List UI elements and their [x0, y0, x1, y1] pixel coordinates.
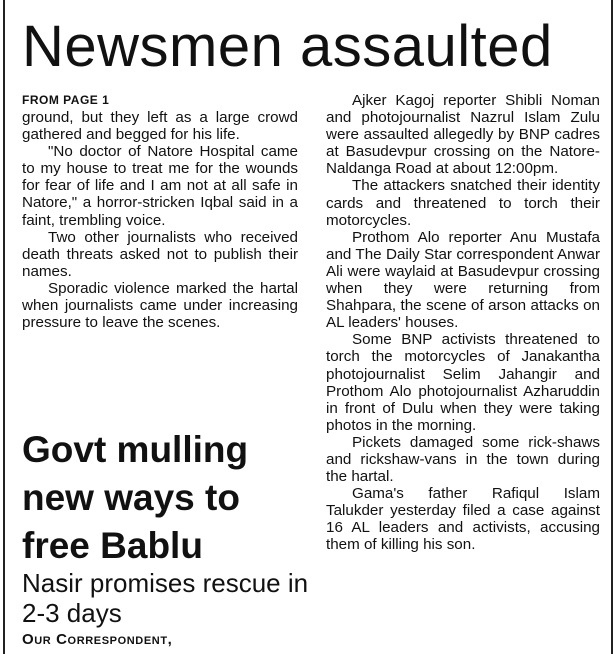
left-column — [22, 92, 298, 331]
left-border-rule — [3, 0, 5, 654]
left-paragraph-4: Sporadic violence marked the hartal when journalists came under increasing pressure to leave the scenes. — [22, 279, 298, 332]
right-paragraph-1: Ajker Kagoj reporter Shibli Noman and photojournalist Nazrul Islam Zulu were assaulted allegedly by BNP cadres at Basudevpur crossing on the Natore-Naldanga Road at about 12:00pm. — [326, 92, 600, 178]
right-paragraph-2: The attackers snatched their identity cards and threatened to torch their motorcycles. — [326, 177, 600, 229]
right-paragraph-4: Some BNP activists threatened to torch the motorcycles of Janakantha photojournalist Selim Jahangir and Prothom Alo photojournalist Azharuddin in front of Dulu when they were taking photos in the morning. — [326, 331, 600, 434]
right-paragraph-6: Gama's father Rafiqul Islam Talukder yesterday filed a case against 16 AL leaders and activists, accusing them of killing his son. — [326, 485, 600, 554]
right-column — [326, 92, 600, 554]
right-paragraph-3: Prothom Alo reporter Anu Mustafa and The Daily Star correspondent Anwar Ali were waylaid at Basudevpur crossing when they were returning from Shahpara, the scene of arson attacks on AL leaders' houses. — [326, 228, 600, 332]
main-headline: Newsmen assaulted — [22, 14, 553, 79]
left-paragraph-2: "No doctor of Natore Hospital came to my house to treat me for the wounds for fear of life and I am not at all safe in Natore," a horror-stricken Iqbal said in a faint, trembling voice. — [22, 143, 298, 229]
right-border-rule — [611, 0, 613, 654]
right-paragraph-5: Pickets damaged some rick-shaws and rickshaw-vans in the town during the hartal. — [326, 433, 600, 486]
second-story-byline: Our Correspondent, — [22, 631, 173, 648]
left-paragraph-3: Two other journalists who received death threats asked not to publish their names. — [22, 228, 298, 280]
jump-label: FROM PAGE 1 — [22, 93, 110, 107]
second-story-headline: Govt mulling new ways to free Bablu — [22, 429, 249, 566]
second-story-deck: Nasir promises rescue in 2-3 days — [22, 568, 309, 628]
left-paragraph-1: ground, but they left as a large crowd gathered and begged for his life. — [22, 109, 298, 144]
